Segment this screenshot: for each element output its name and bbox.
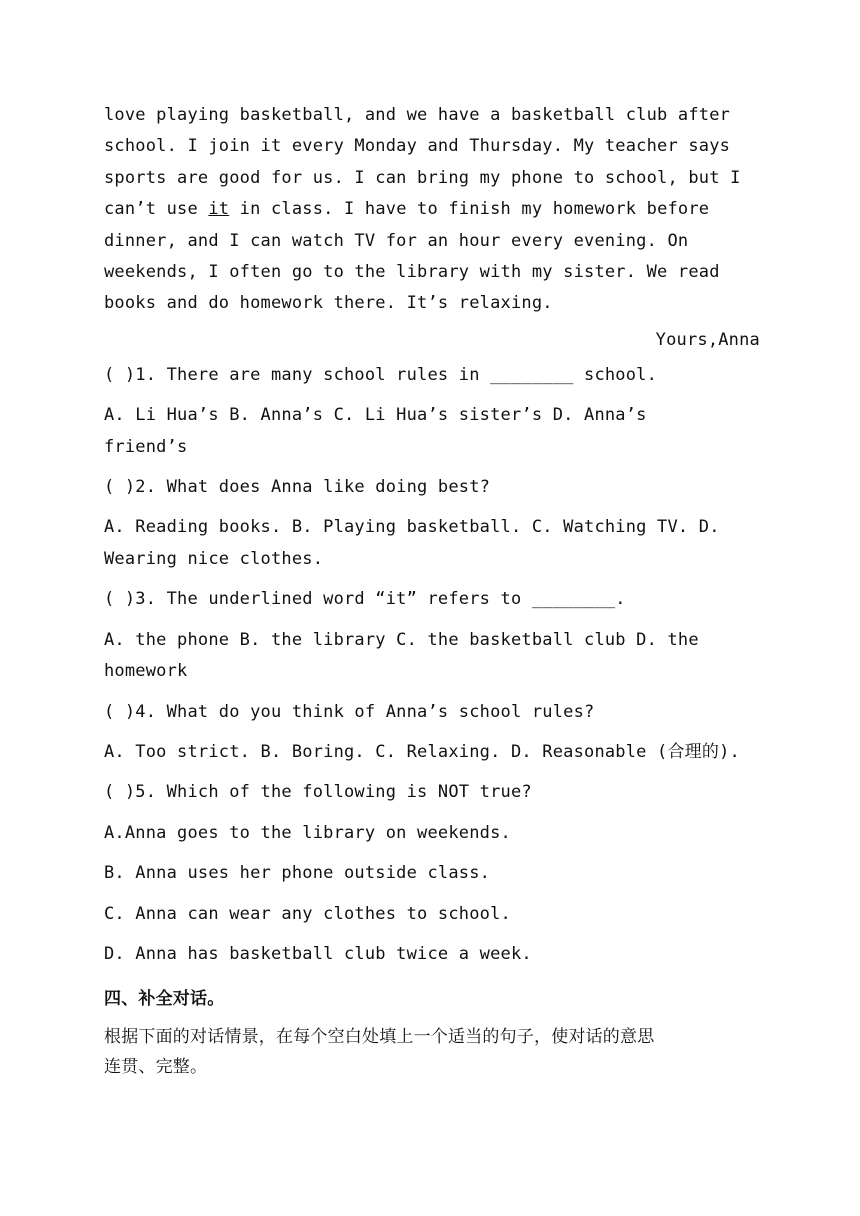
- instruction-line: 连贯、完整。: [104, 1057, 208, 1078]
- passage-line: books and do homework there. It’s relaxing.: [104, 293, 553, 314]
- option-line: homework: [104, 661, 188, 682]
- question-5-stem: ( )5. Which of the following is NOT true?: [104, 782, 532, 803]
- letter-signoff: Yours,Anna: [655, 329, 760, 350]
- question-3-options: [104, 625, 760, 688]
- document-page: [104, 100, 760, 1082]
- option-line: A. Reading books. B. Playing basketball. C. Watching TV. D.: [104, 517, 720, 538]
- passage-line: sports are good for us. I can bring my phone to school, but I: [104, 167, 741, 188]
- option-line: Wearing nice clothes.: [104, 548, 324, 569]
- section-heading: 四、补全对话。: [104, 989, 225, 1010]
- passage-line: weekends, I often go to the library with my sister. We read: [104, 262, 720, 283]
- question-5-option-a: A.Anna goes to the library on weekends.: [104, 822, 511, 843]
- question-1-options: [104, 400, 760, 463]
- question-5-option-c: C. Anna can wear any clothes to school.: [104, 903, 511, 924]
- question-1-stem: ( )1. There are many school rules in ________ school.: [104, 364, 658, 385]
- passage-line: [104, 194, 760, 225]
- section-instruction: [104, 1022, 760, 1082]
- passage-line: love playing basketball, and we have a basketball club after: [104, 105, 731, 125]
- question-4-stem: ( )4. What do you think of Anna’s school rules?: [104, 701, 595, 722]
- question-5-option-b: B. Anna uses her phone outside class.: [104, 863, 491, 884]
- passage-line: dinner, and I can watch TV for an hour every evening. On: [104, 230, 689, 251]
- passage-text: in class. I have to finish my homework before: [229, 199, 710, 220]
- option-line: friend’s: [104, 436, 188, 457]
- reading-passage: [104, 100, 760, 320]
- question-4-options: [104, 737, 760, 768]
- question-2-options: [104, 512, 760, 575]
- passage-line: school. I join it every Monday and Thursday. My teacher says: [104, 136, 731, 157]
- passage-text: can’t use: [104, 199, 209, 220]
- question-3-stem: ( )3. The underlined word “it” refers to ________.: [104, 589, 626, 610]
- question-2-stem: ( )2. What does Anna like doing best?: [104, 477, 491, 498]
- option-line: A. the phone B. the library C. the basketball club D. the: [104, 629, 699, 650]
- option-line: A. Too strict. B. Boring. C. Relaxing. D. Reasonable (合理的).: [104, 741, 740, 762]
- question-5-option-d: D. Anna has basketball club twice a week.: [104, 943, 532, 964]
- underlined-word: it: [208, 199, 230, 220]
- instruction-line: 根据下面的对话情景，在每个空白处填上一个适当的句子，使对话的意思: [104, 1027, 655, 1048]
- option-line: A. Li Hua’s B. Anna’s C. Li Hua’s sister’s D. Anna’s: [104, 405, 647, 426]
